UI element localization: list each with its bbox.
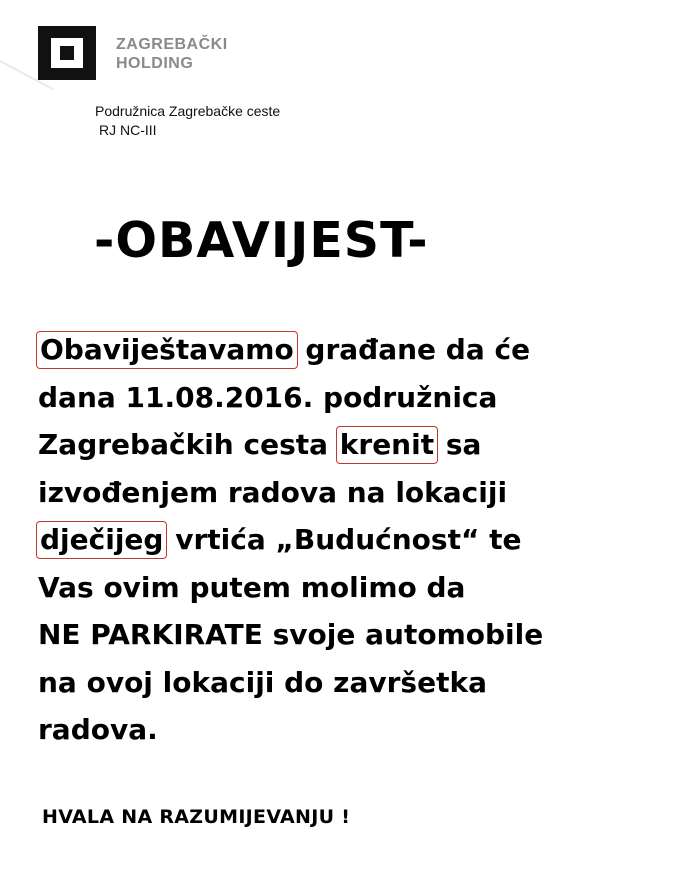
line-text: građane da će [295,333,531,366]
logo-wordmark [116,35,228,73]
thanks-line: HVALA NA RAZUMIJEVANJU ! [42,806,351,828]
body-line: izvođenjem radova na lokaciji [38,475,508,509]
logo-line-1: ZAGREBAČKI [116,36,228,53]
body-line: radova. [38,713,158,746]
body-line [38,516,678,564]
highlighted-word: Obaviještavamo [36,331,298,369]
zagrebacki-holding-logo-icon [38,26,96,80]
line-text: sa [436,428,482,461]
body-line: Vas ovim putem molimo da [38,570,466,604]
line-text: Zagrebačkih cesta [38,428,338,461]
notice-title: -OBAVIJEST- [94,212,429,269]
line-text: vrtića „Budućnost“ te [165,523,522,556]
body-line [38,326,678,374]
logo-line-2: HOLDING [116,55,194,72]
branch-name: Podružnica Zagrebačke ceste [95,103,281,119]
body-line: NE PARKIRATE svoje automobile [38,618,544,651]
highlighted-word: krenit [336,426,438,464]
branch-unit: RJ NC-III [99,122,157,138]
branch-info [95,102,280,140]
highlighted-word: dječijeg [36,521,167,559]
body-line: dana 11.08.2016. podružnica [38,380,498,414]
notice-body [38,326,678,754]
body-line: na ovoj lokaciji do završetka [38,665,487,699]
body-line [38,421,678,469]
